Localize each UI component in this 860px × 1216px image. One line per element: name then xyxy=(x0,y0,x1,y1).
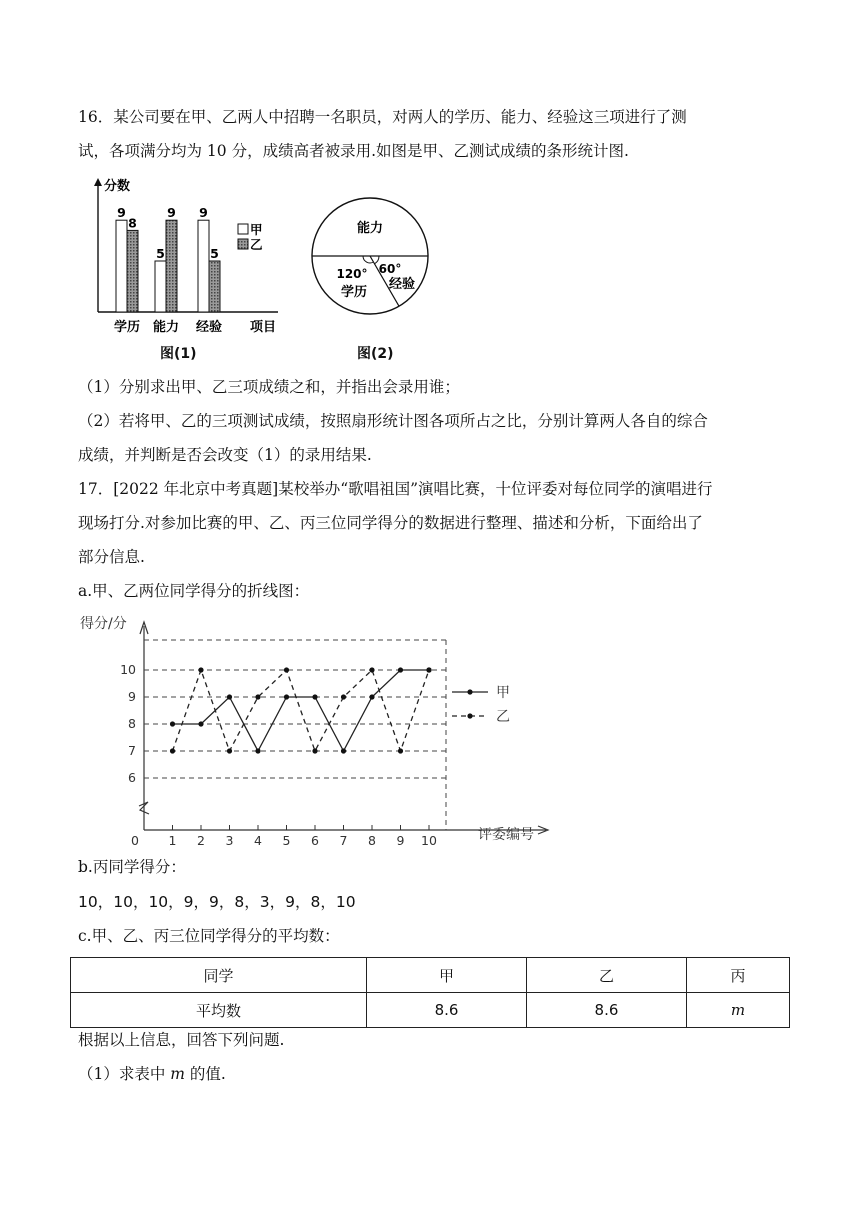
data-point xyxy=(398,667,403,672)
x-tick-label: 9 xyxy=(396,833,405,848)
data-point xyxy=(341,748,346,753)
bar-chart xyxy=(88,172,288,338)
x-tick-label: 2 xyxy=(197,833,205,848)
bar xyxy=(166,220,177,312)
bar-value-label: 8 xyxy=(128,215,137,231)
y-tick-label: 9 xyxy=(128,689,136,704)
data-point xyxy=(369,694,374,699)
bar-chart-caption: 图(1) xyxy=(160,346,197,362)
y-tick-label: 6 xyxy=(128,770,136,785)
y-tick-label: 7 xyxy=(128,743,136,758)
pie-chart-caption: 图(2) xyxy=(357,346,394,362)
data-point xyxy=(170,748,175,753)
data-point xyxy=(312,694,317,699)
data-point xyxy=(284,694,289,699)
x-tick-label: 1 xyxy=(168,833,177,848)
data-point xyxy=(341,694,346,699)
data-point xyxy=(426,667,431,672)
q17-sub-1-post: 的值. xyxy=(185,1065,226,1083)
legend-swatch xyxy=(238,239,248,249)
data-point xyxy=(227,694,232,699)
data-point xyxy=(255,748,260,753)
pie-chart xyxy=(310,180,440,330)
x-tick-label: 5 xyxy=(282,833,291,848)
bar xyxy=(127,230,138,312)
x-tick-label: 3 xyxy=(225,833,234,848)
q17-sub-1-var: m xyxy=(170,1065,185,1083)
y-axis-label: 分数 xyxy=(104,179,131,194)
q17-after: 根据以上信息，回答下列问题. xyxy=(78,1031,285,1049)
bar xyxy=(116,220,127,312)
x-tick-label: 8 xyxy=(368,833,376,848)
table-cell: 8.6 xyxy=(527,993,687,1028)
q17-line-2: 现场打分.对参加比赛的甲、乙、丙三位同学得分的数据进行整理、描述和分析，下面给出了 xyxy=(78,514,703,532)
x-tick-label: 经验 xyxy=(195,320,223,335)
q17-c-label: c.甲、乙、丙三位同学得分的平均数： xyxy=(78,927,340,945)
bar xyxy=(155,261,166,312)
y-tick-label: 10 xyxy=(120,662,136,677)
q17-line-1: 17．[2022 年北京中考真题]某校举办“歌唱祖国”演唱比赛，十位评委对每位同学的演唱进行 xyxy=(78,480,713,498)
y-axis-label: 得分/分 xyxy=(80,616,127,632)
line-chart xyxy=(76,608,556,848)
data-point xyxy=(398,748,403,753)
bar-value-label: 5 xyxy=(156,246,165,261)
data-point xyxy=(312,748,317,753)
data-point xyxy=(255,694,260,699)
q17-sub-1 xyxy=(78,1064,790,1084)
table-header-cell: 乙 xyxy=(527,958,687,993)
data-point xyxy=(284,667,289,672)
q17-sub-1-pre: （1）求表中 xyxy=(78,1065,171,1083)
bar-value-label: 9 xyxy=(167,205,176,221)
q16-sub-2b: 成绩，并判断是否会改变（1）的录用结果. xyxy=(78,446,372,464)
table-header-cell: 丙 xyxy=(686,958,789,993)
data-point xyxy=(369,667,374,672)
table-header-cell: 同学 xyxy=(71,958,367,993)
pie-slice-label: 能力 xyxy=(356,221,384,236)
bar-value-label: 5 xyxy=(210,246,219,261)
legend-swatch xyxy=(238,224,248,234)
x-tick-label: 能力 xyxy=(152,320,180,335)
q16-sub-1: （1）分别求出甲、乙三项成绩之和，并指出会录用谁； xyxy=(78,378,460,396)
x-tick-label: 0 xyxy=(131,833,139,848)
table-header-cell: 甲 xyxy=(367,958,527,993)
pie-angle-label: 60° xyxy=(378,262,402,276)
table-cell: m xyxy=(686,993,789,1028)
data-point xyxy=(198,667,203,672)
q17-line-3: 部分信息. xyxy=(78,548,145,566)
q17-a-label: a.甲、乙两位同学得分的折线图： xyxy=(78,582,310,600)
table-row xyxy=(71,993,790,1028)
q16-line-2: 试，各项满分均为 10 分，成绩高者被录用.如图是甲、乙测试成绩的条形统计图. xyxy=(78,142,629,160)
x-tick-label: 学历 xyxy=(113,320,141,335)
pie-slice-label: 经验 xyxy=(388,277,416,292)
legend-label: 甲 xyxy=(250,222,263,237)
y-tick-label: 8 xyxy=(128,716,136,731)
average-table xyxy=(70,957,790,1028)
q16-sub-2a: （2）若将甲、乙的三项测试成绩，按照扇形统计图各项所占之比，分别计算两人各自的综合 xyxy=(78,412,708,430)
q17-b-scores: 10，10，10，9，9，8，3，9，8，10 xyxy=(78,893,356,911)
x-axis-label: 项目 xyxy=(249,320,277,335)
bar xyxy=(209,261,220,312)
bar-value-label: 9 xyxy=(199,205,208,221)
pie-angle-label: 120° xyxy=(336,267,368,281)
data-point xyxy=(227,748,232,753)
data-point xyxy=(170,721,175,726)
bar-value-label: 9 xyxy=(117,205,126,221)
table-row-label: 平均数 xyxy=(71,993,367,1028)
legend-label: 甲 xyxy=(496,685,510,701)
series-line-jia xyxy=(173,670,430,751)
legend-marker xyxy=(467,713,472,718)
x-tick-label: 6 xyxy=(311,833,319,848)
x-tick-label: 4 xyxy=(254,833,262,848)
x-tick-label: 7 xyxy=(339,833,348,848)
legend-label: 乙 xyxy=(496,709,510,725)
pie-slice-label: 学历 xyxy=(340,285,368,300)
table-cell: 8.6 xyxy=(367,993,527,1028)
table-header-row xyxy=(71,958,790,993)
legend-marker xyxy=(467,689,472,694)
legend-label: 乙 xyxy=(250,237,263,252)
y-axis-arrow xyxy=(94,178,102,186)
bar xyxy=(198,220,209,312)
q16-line-1: 16．某公司要在甲、乙两人中招聘一名职员，对两人的学历、能力、经验这三项进行了测 xyxy=(78,108,687,126)
series-line-yi xyxy=(173,670,430,751)
x-axis-label: 评委编号 xyxy=(478,827,534,843)
x-tick-label: 10 xyxy=(421,833,437,848)
q17-b-label: b.丙同学得分： xyxy=(78,858,186,876)
data-point xyxy=(198,721,203,726)
